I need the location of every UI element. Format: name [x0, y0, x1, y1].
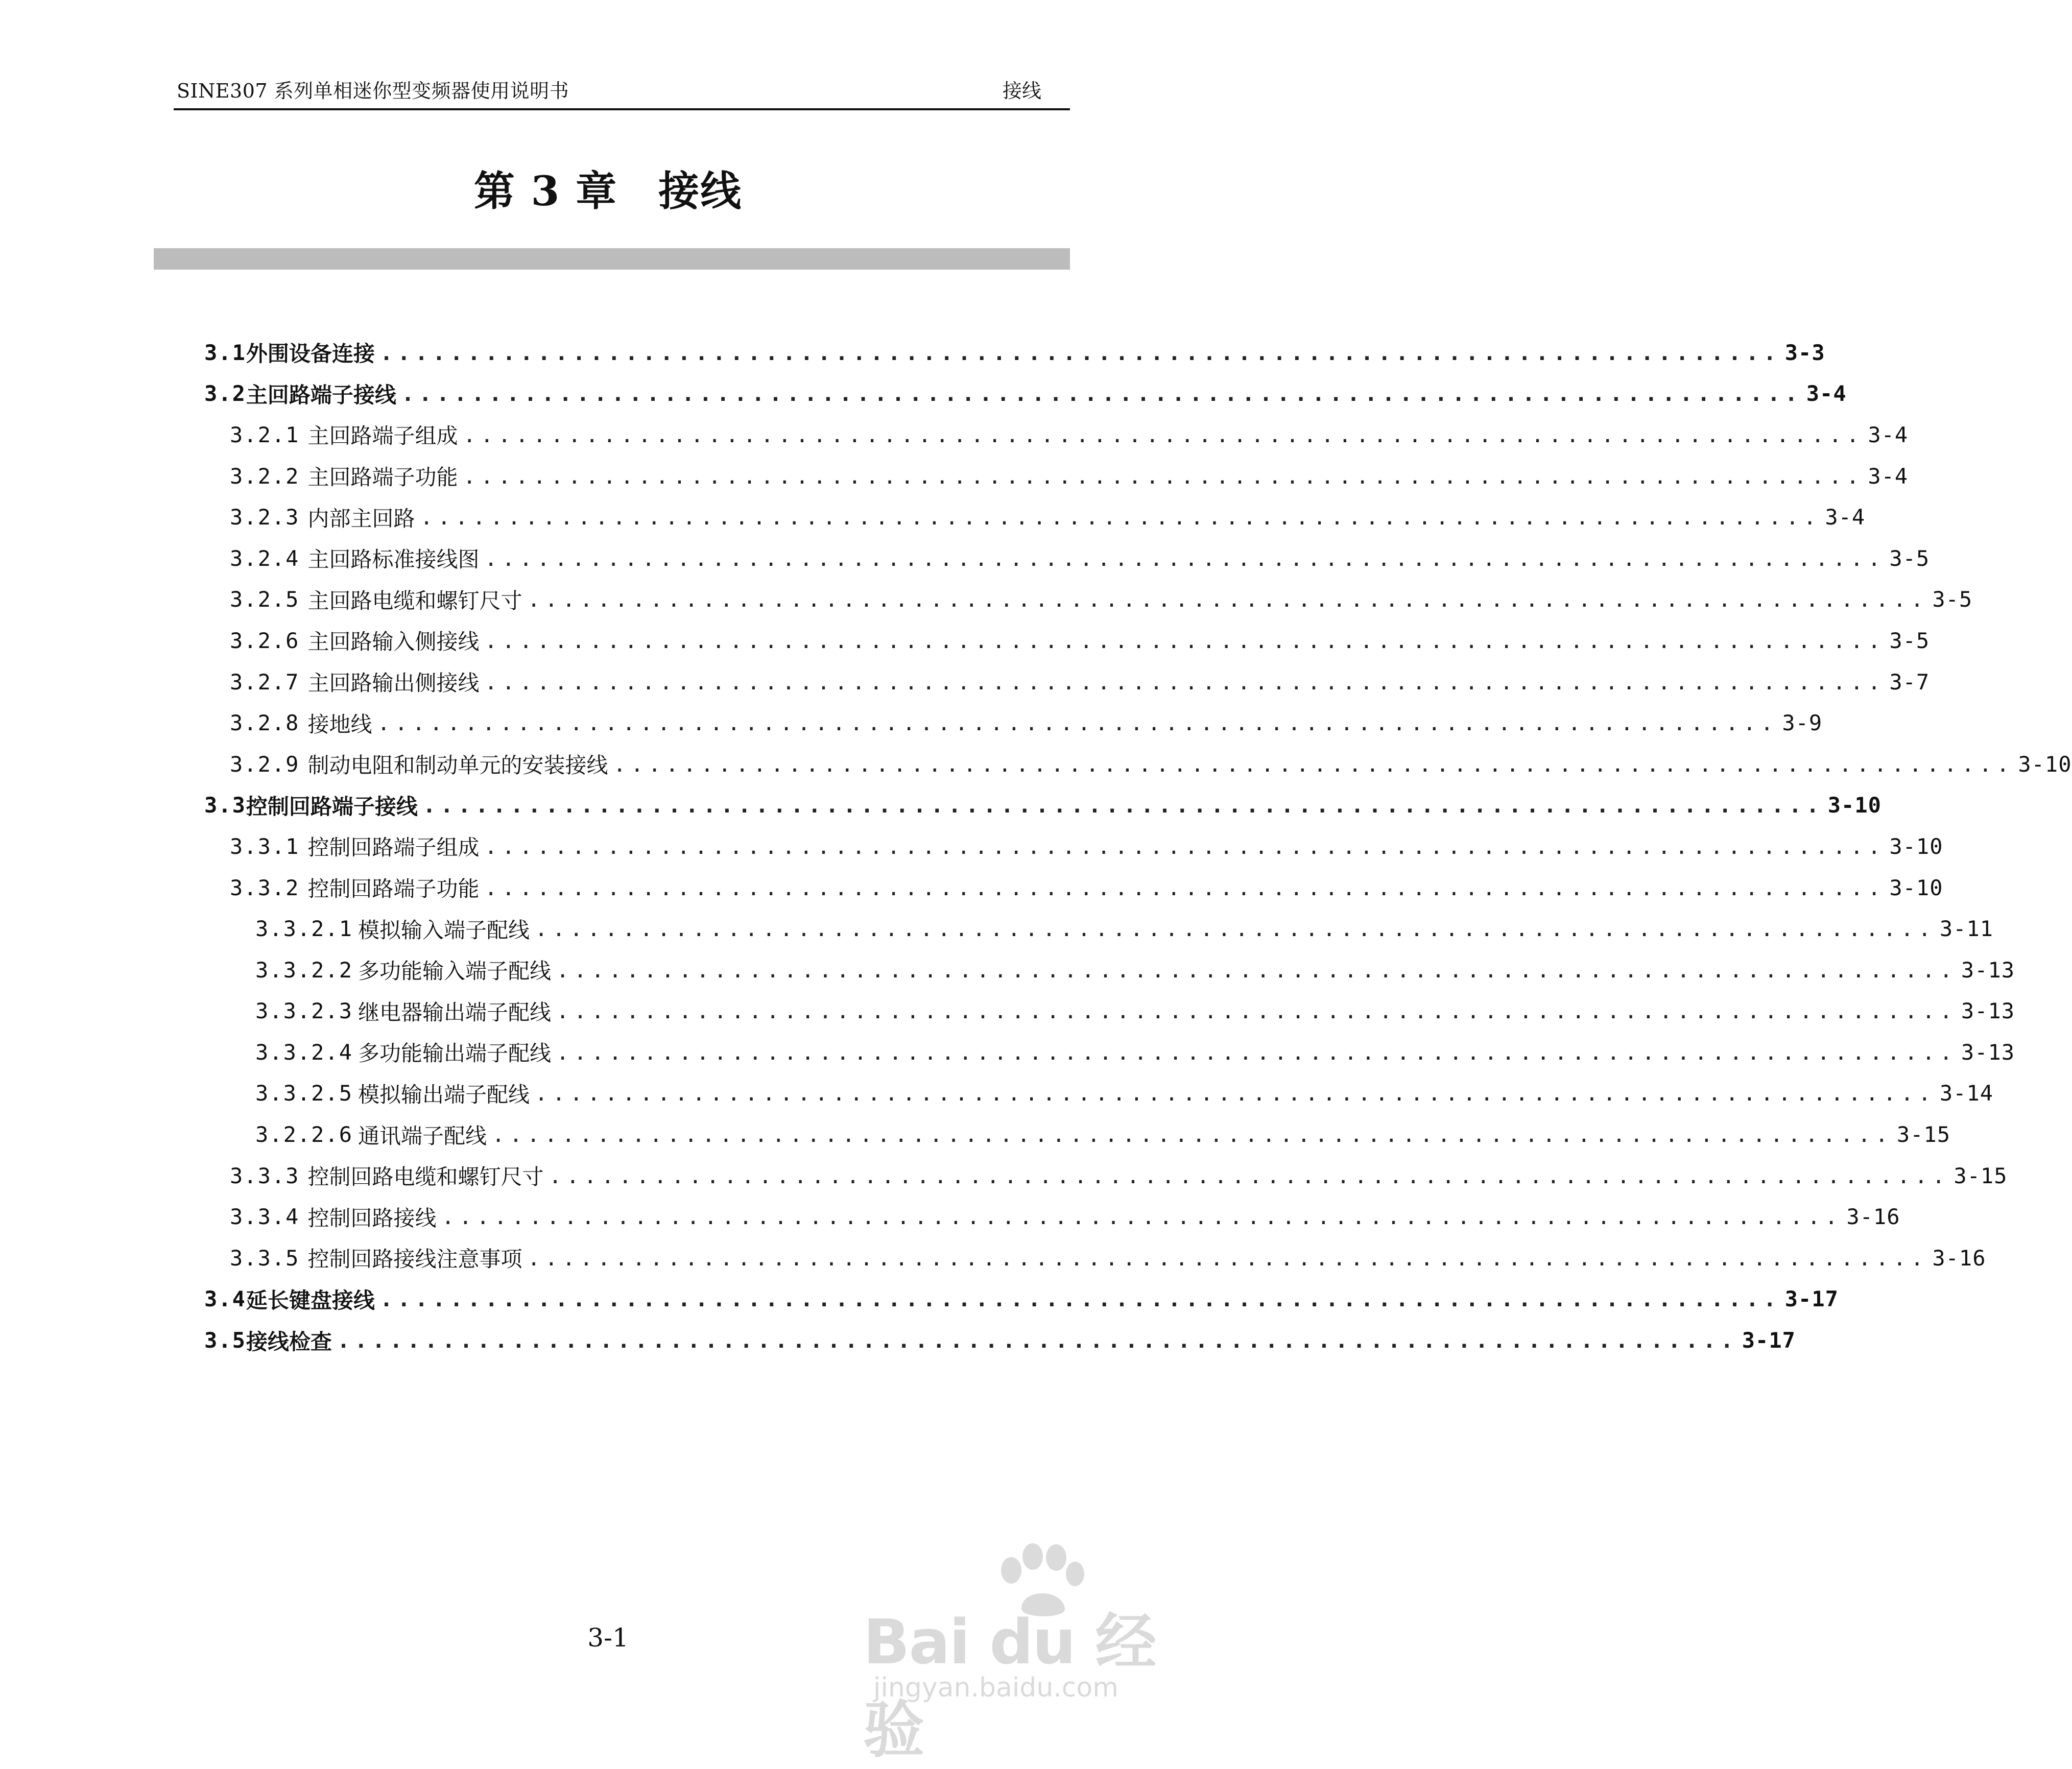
toc-entry-page: 3-13	[1961, 957, 2015, 983]
toc-entry-page: 3-17	[1784, 1286, 1839, 1312]
toc-entry-page: 3-5	[1889, 545, 1930, 571]
toc-entry[interactable]	[204, 579, 1973, 620]
toc-entry-label: 主回路输入侧接线	[307, 629, 480, 655]
toc-dot-leader: ................................................................................	[492, 1122, 1893, 1148]
toc-dot-leader: ................................................................................	[484, 669, 1886, 695]
toc-entry-number: 3.3.2.4	[255, 1039, 353, 1065]
toc-entry-label: 多功能输出端子配线	[358, 1041, 552, 1066]
toc-dot-leader: ................................................................................	[337, 1328, 1738, 1353]
toc-entry-page: 3-4	[1806, 381, 1847, 407]
toc-entry-number: 3.2.7	[230, 669, 300, 695]
toc-entry-page: 3-3	[1784, 340, 1825, 365]
toc-dot-leader: ................................................................................	[420, 505, 1821, 530]
toc-entry[interactable]	[204, 1237, 1986, 1279]
toc-dot-leader: ................................................................................	[484, 875, 1886, 900]
toc-entry[interactable]	[204, 661, 1930, 703]
toc-entry-number: 3.2.4	[230, 545, 300, 571]
chapter-number: 第 3 章	[473, 167, 618, 215]
toc-entry-number: 3.2.1	[230, 422, 300, 447]
toc-entry[interactable]	[204, 744, 2072, 785]
toc-entry-page: 3-10	[2018, 751, 2072, 777]
toc-entry-label: 控制回路端子功能	[307, 876, 480, 902]
toc-dot-leader: ................................................................................	[379, 340, 1781, 365]
table-of-contents	[204, 332, 2072, 1361]
toc-dot-leader: ................................................................................	[549, 1163, 1950, 1188]
toc-dot-leader: ................................................................................	[535, 916, 1936, 942]
page-number: 3-1	[587, 1623, 629, 1653]
toc-entry-label: 模拟输入端子配线	[358, 917, 530, 943]
toc-dot-leader: ................................................................................	[527, 1245, 1928, 1271]
toc-entry-label: 控制回路接线注意事项	[307, 1247, 522, 1272]
toc-entry[interactable]	[204, 1155, 2008, 1197]
toc-entry-number: 3.2.2.6	[255, 1122, 353, 1148]
toc-dot-leader: ................................................................................	[535, 1081, 1936, 1106]
baidu-jingyan-watermark	[863, 1542, 1159, 1766]
toc-entry-number: 3.3.2.2	[255, 957, 353, 983]
toc-entry-label: 外围设备连接	[246, 341, 375, 367]
toc-entry-page: 3-4	[1825, 505, 1866, 530]
toc-entry-number: 3.2	[204, 381, 246, 407]
toc-entry-page: 3-5	[1889, 628, 1930, 653]
toc-entry-number: 3.3	[204, 793, 246, 818]
toc-entry[interactable]	[204, 1032, 2015, 1073]
toc-entry-label: 接线检查	[246, 1329, 332, 1354]
toc-entry[interactable]	[204, 1279, 1839, 1320]
toc-entry-number: 3.3.1	[230, 833, 300, 859]
toc-entry[interactable]	[204, 991, 2015, 1032]
toc-dot-leader: ................................................................................	[441, 1204, 1843, 1230]
toc-dot-leader: ................................................................................	[484, 545, 1886, 571]
toc-entry-number: 3.1	[204, 340, 246, 365]
toc-entry-label: 多功能输入端子配线	[358, 959, 552, 984]
watermark-url: jingyan.baidu.com	[873, 1672, 1118, 1703]
chapter-name: 接线	[658, 167, 743, 215]
toc-dot-leader: ................................................................................	[377, 710, 1778, 736]
toc-entry-number: 3.2.5	[230, 587, 300, 612]
toc-entry-number: 3.2.6	[230, 628, 300, 653]
toc-entry-page: 3-13	[1961, 1039, 2015, 1065]
toc-entry-page: 3-16	[1846, 1204, 1900, 1230]
toc-dot-leader: ................................................................................	[556, 957, 1957, 983]
toc-entry-page: 3-15	[1954, 1163, 2008, 1188]
toc-dot-leader: ................................................................................	[484, 628, 1886, 653]
chapter-divider-bar	[154, 248, 1070, 270]
toc-entry-label: 接地线	[307, 711, 372, 737]
toc-entry-label: 制动电阻和制动单元的安装接线	[307, 753, 608, 778]
toc-entry[interactable]	[204, 456, 1909, 497]
toc-dot-leader: ................................................................................	[463, 463, 1864, 489]
toc-entry-page: 3-7	[1889, 669, 1930, 695]
toc-entry-number: 3.2.2	[230, 463, 300, 489]
toc-entry-number: 3.2.9	[230, 751, 300, 777]
toc-entry-label: 控制回路端子组成	[307, 835, 480, 860]
watermark-logo-text: Bai du 经验	[863, 1607, 1156, 1766]
toc-entry-page: 3-10	[1827, 793, 1882, 818]
header-section-name: 接线	[1002, 80, 1041, 102]
toc-entry[interactable]	[204, 496, 1866, 538]
toc-entry-label: 主回路端子接线	[246, 382, 396, 408]
toc-entry[interactable]	[204, 908, 1994, 949]
toc-entry[interactable]	[204, 867, 1943, 909]
toc-entry-page: 3-4	[1868, 422, 1909, 447]
toc-entry-label: 控制回路电缆和螺钉尺寸	[307, 1164, 544, 1190]
toc-entry-page: 3-16	[1932, 1245, 1986, 1271]
toc-entry[interactable]	[204, 414, 1909, 456]
toc-dot-leader: ................................................................................	[556, 1039, 1957, 1065]
toc-entry-number: 3.3.5	[230, 1245, 300, 1271]
toc-dot-leader: ................................................................................	[463, 422, 1864, 447]
toc-entry-number: 3.2.8	[230, 710, 300, 736]
toc-dot-leader: ................................................................................	[379, 1286, 1781, 1312]
toc-entry-label: 主回路标准接线图	[307, 547, 480, 572]
toc-entry-page: 3-10	[1889, 833, 1943, 859]
toc-entry-page: 3-4	[1868, 463, 1909, 489]
header-document-title: SINE307 系列单相迷你型变频器使用说明书	[177, 80, 569, 102]
chapter-title	[0, 158, 1216, 217]
toc-entry[interactable]	[204, 620, 1930, 661]
toc-dot-leader: ................................................................................	[422, 793, 1824, 818]
toc-entry-label: 继电器输出端子配线	[358, 999, 552, 1025]
toc-entry-page: 3-17	[1742, 1328, 1796, 1353]
toc-entry-number: 3.3.2.1	[255, 916, 353, 942]
toc-entry[interactable]	[204, 1196, 1900, 1237]
toc-dot-leader: ................................................................................	[556, 998, 1957, 1024]
toc-entry[interactable]	[204, 702, 1823, 744]
toc-entry-number: 3.5	[204, 1328, 246, 1353]
toc-entry-label: 主回路电缆和螺钉尺寸	[307, 588, 522, 613]
toc-entry-label: 模拟输出端子配线	[358, 1082, 530, 1107]
toc-entry[interactable]	[204, 373, 1847, 415]
toc-entry[interactable]	[204, 538, 1930, 579]
toc-entry-label: 控制回路接线	[307, 1205, 437, 1231]
toc-entry-number: 3.3.4	[230, 1204, 300, 1230]
toc-entry[interactable]	[204, 1073, 1994, 1114]
toc-entry[interactable]	[204, 826, 1943, 867]
toc-entry-page: 3-13	[1961, 998, 2015, 1024]
toc-entry-label: 主回路端子功能	[307, 465, 458, 490]
toc-entry[interactable]	[204, 785, 1882, 826]
toc-entry[interactable]	[204, 332, 1825, 373]
toc-entry-label: 控制回路端子接线	[246, 794, 418, 819]
page-header	[174, 75, 1070, 110]
toc-entry-label: 内部主回路	[307, 506, 415, 531]
toc-entry-label: 延长键盘接线	[246, 1287, 375, 1313]
toc-entry[interactable]	[204, 1320, 1796, 1361]
toc-entry-number: 3.2.3	[230, 505, 300, 530]
toc-entry-page: 3-10	[1889, 875, 1943, 900]
toc-dot-leader: ................................................................................	[401, 381, 1802, 407]
toc-entry-number: 3.3.2	[230, 875, 300, 900]
toc-entry-label: 主回路输出侧接线	[307, 671, 480, 696]
toc-entry[interactable]	[204, 949, 2015, 991]
toc-dot-leader: ................................................................................	[613, 751, 2014, 777]
toc-entry-number: 3.3.2.3	[255, 998, 353, 1024]
toc-entry-number: 3.3.2.5	[255, 1081, 353, 1106]
toc-entry-number: 3.4	[204, 1286, 246, 1312]
toc-entry-page: 3-5	[1932, 587, 1973, 612]
toc-entry-page: 3-14	[1939, 1081, 1994, 1106]
toc-dot-leader: ................................................................................	[484, 833, 1886, 859]
toc-entry-number: 3.3.3	[230, 1163, 300, 1188]
toc-entry-label: 通讯端子配线	[358, 1123, 487, 1149]
toc-entry-page: 3-11	[1939, 916, 1994, 942]
toc-entry-page: 3-9	[1782, 710, 1823, 736]
toc-entry-page: 3-15	[1896, 1122, 1951, 1148]
toc-dot-leader: ................................................................................	[527, 587, 1928, 612]
toc-entry-label: 主回路端子组成	[307, 423, 458, 449]
toc-entry[interactable]	[204, 1114, 1951, 1155]
